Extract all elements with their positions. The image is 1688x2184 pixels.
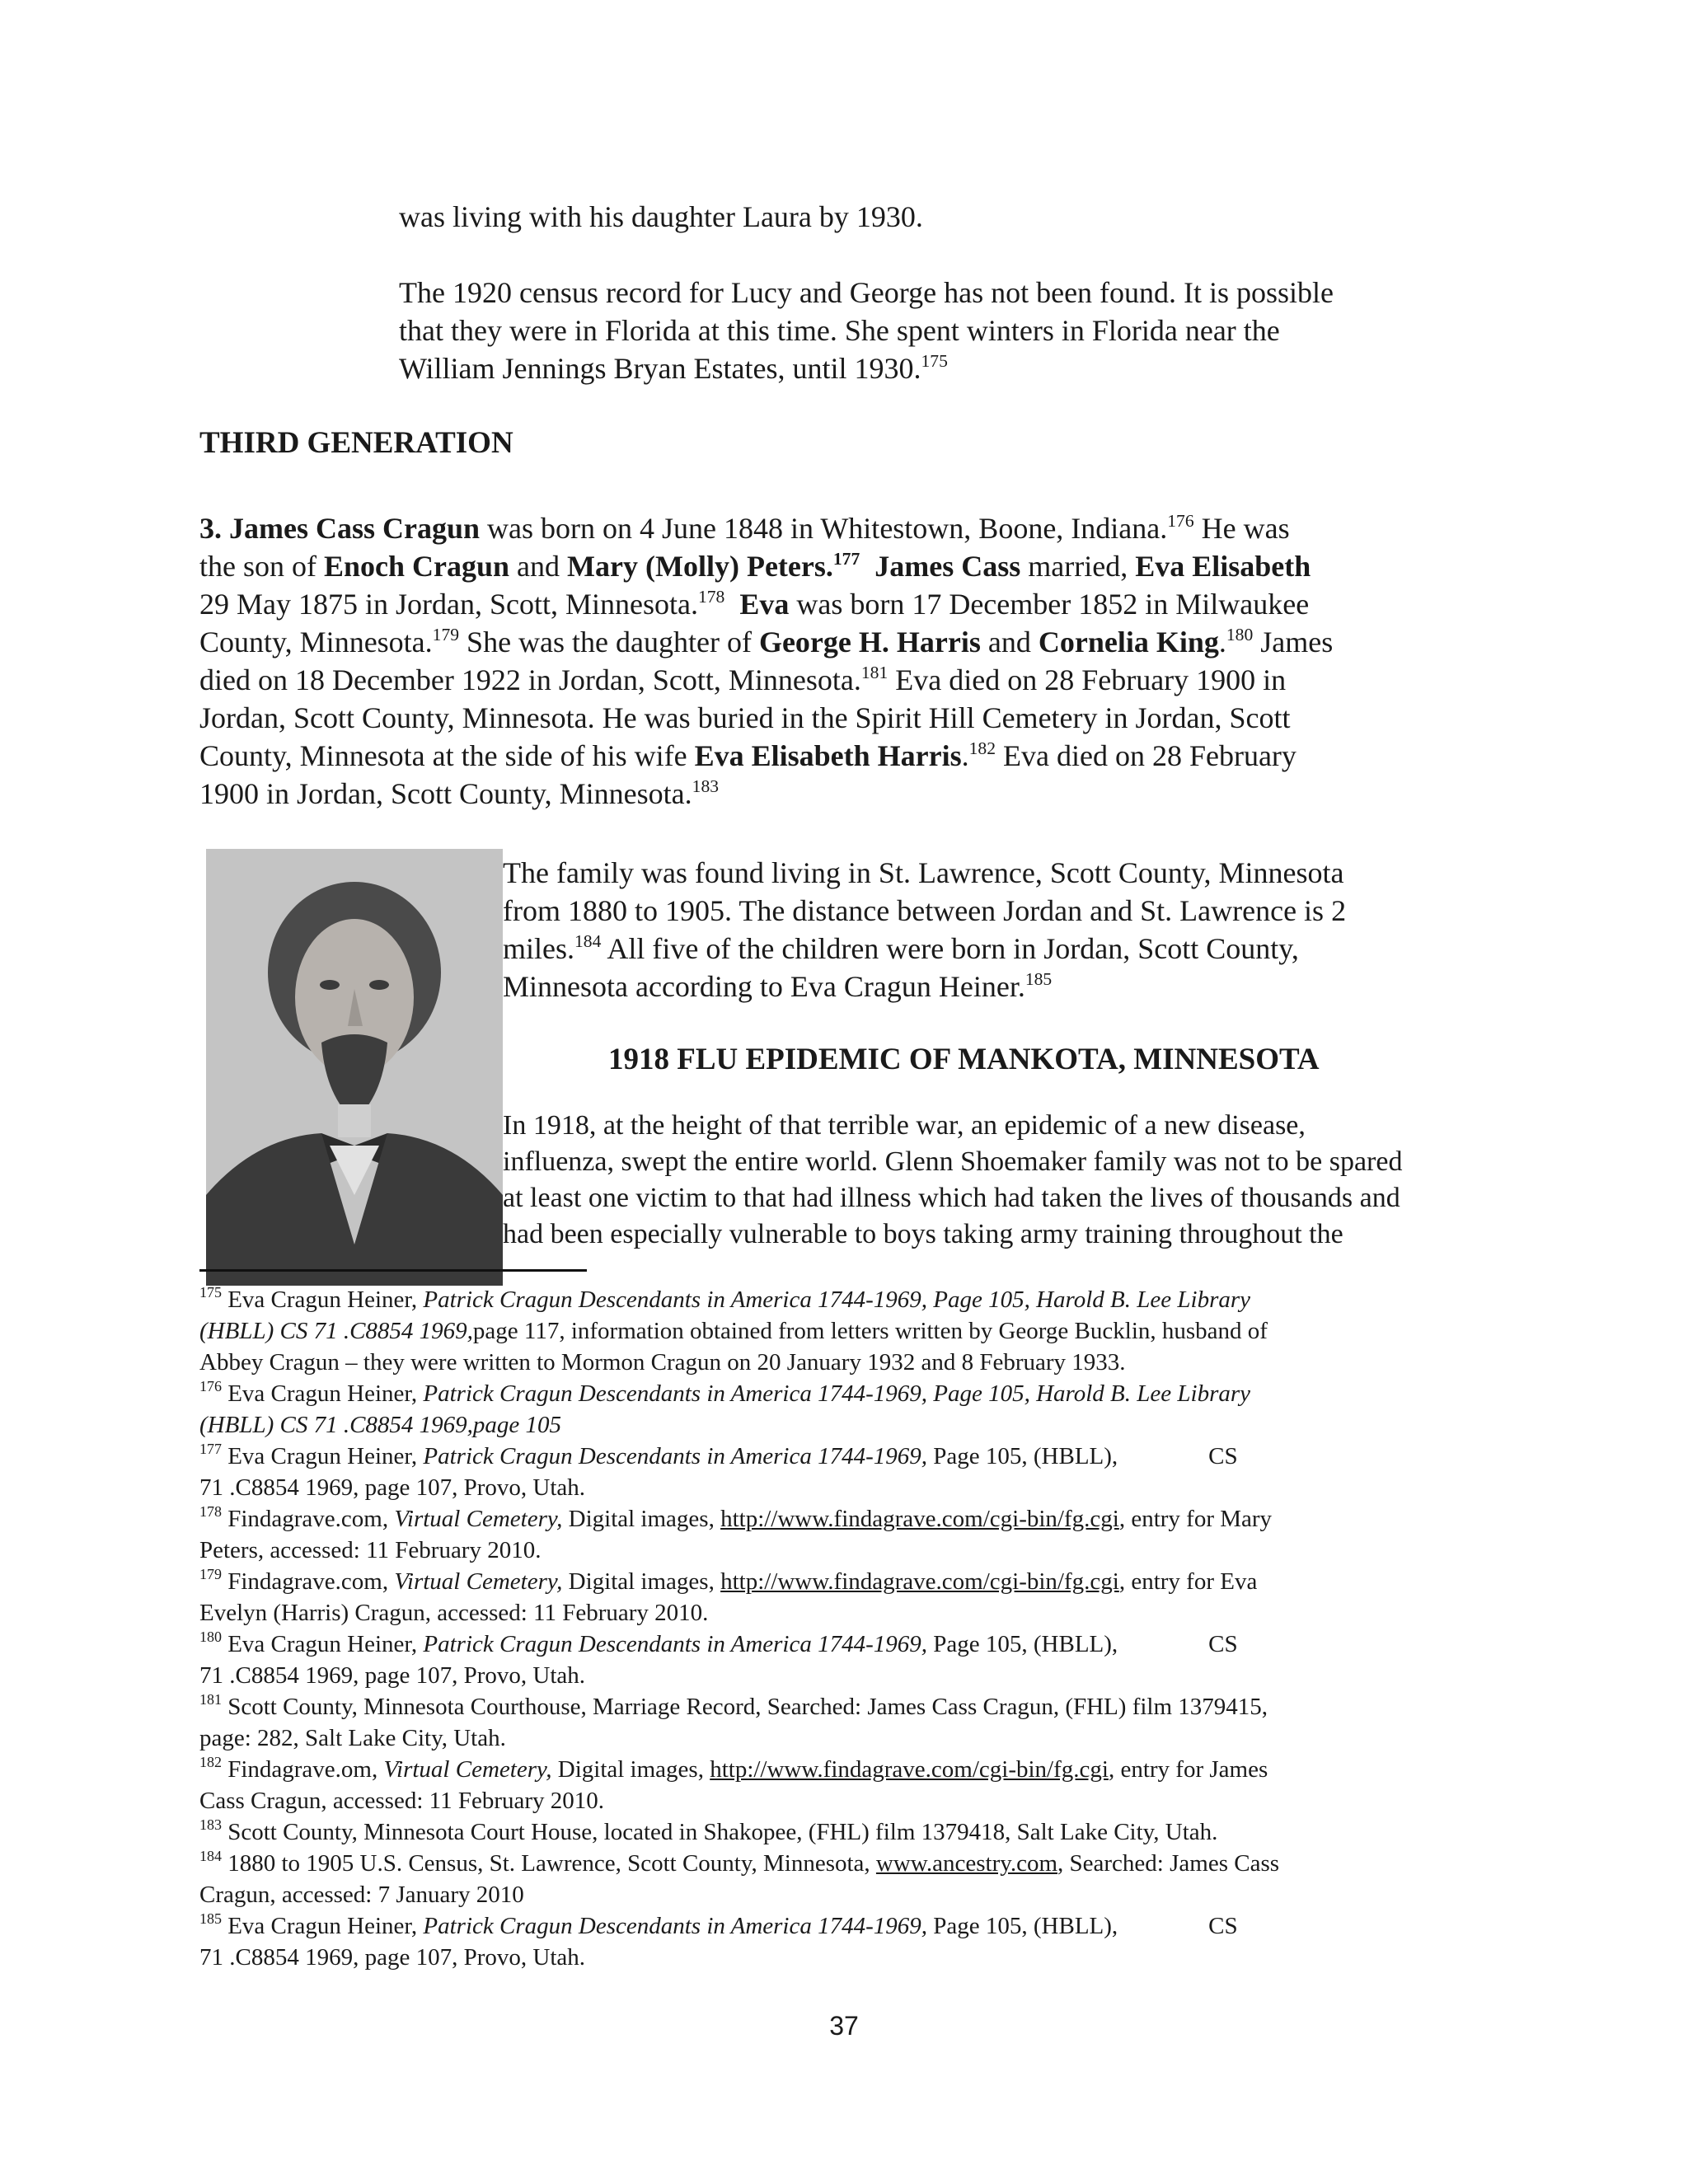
citation-title: Patrick Cragun Descendants in America 1744-1969, Page 105, Harold B. Lee Library [423,1286,1251,1313]
text: Scott County, Minnesota Courthouse, Marriage Record, Searched: James Cass Cragun, (FHL) film 1379415, [221,1694,1268,1720]
footnote-176 [199,1378,1485,1409]
text: 1880 to 1905 U.S. Census, St. Lawrence, Scott County, Minnesota, [221,1850,876,1877]
intro-line [399,349,1495,387]
footnote-ref[interactable]: 185 [1025,968,1053,989]
footnote-number: 177 [199,1441,222,1458]
paragraph-line: from 1880 to 1905. The distance between Jordan and St. Lawrence is 2 [503,894,1347,927]
text: , Searched: James Cass [1057,1850,1280,1877]
url-link[interactable]: www.ancestry.com [875,1850,1058,1877]
person-name: George H. Harris [758,626,981,658]
footnote-175 [199,1284,1485,1315]
text: married, [1020,550,1136,583]
james-paragraph [199,509,1485,813]
text: Minnesota according to Eva Cragun Heiner. [503,970,1025,1003]
intro-line: was living with his daughter Laura by 1930. [399,200,923,233]
text: . [1218,626,1226,658]
flu-heading: 1918 FLU EPIDEMIC OF MANKOTA, MINNESOTA [608,1043,1320,1076]
person-name: Enoch Cragun [323,550,510,583]
footnote-181-cont: page: 282, Salt Lake City, Utah. [199,1725,506,1751]
text: Digital images, [562,1506,721,1532]
footnote-ref[interactable]: 181 [860,662,889,682]
footnote-separator [199,1269,587,1272]
paragraph-line: Jordan, Scott County, Minnesota. He was buried in the Spirit Hill Cemetery in Jordan, Scott [199,701,1291,734]
text: was born on 4 June 1848 in Whitestown, Boone, Indiana. [480,512,1168,545]
footnote-180-cont: 71 .C8854 1969, page 107, Provo, Utah. [199,1662,585,1689]
text: CS [1208,1443,1238,1469]
citation-title: Patrick Cragun Descendants in America 1744-1969, Page 105, Harold B. Lee Library [423,1380,1251,1407]
text: , entry for James [1108,1756,1268,1783]
paragraph-line: at least one victim to that had illness which had taken the lives of thousands and [503,1183,1400,1213]
paragraph-line: had been especially vulnerable to boys taking army training throughout the [503,1219,1343,1249]
footnote-179-cont: Evelyn (Harris) Cragun, accessed: 11 February 2010. [199,1600,709,1626]
footnote-182 [199,1754,1485,1785]
text: Eva died on 28 February 1900 in [888,663,1287,696]
text [860,550,874,583]
person-name: Mary (Molly) Peters. [567,550,833,583]
footnote-number: 185 [199,1910,222,1928]
footnote-ref[interactable]: 184 [574,930,602,951]
text: She was the daughter of [459,626,759,658]
text: was born 17 December 1852 in Milwaukee [789,588,1310,621]
text: Eva died on 28 February [996,739,1296,772]
text: James [1253,626,1334,658]
footnote-ref[interactable]: 183 [692,776,720,796]
family-paragraph [503,854,1492,1005]
footnote-183 [199,1816,1485,1848]
text: Page 105, (HBLL), [927,1631,1118,1657]
text: . [961,739,969,772]
citation-title: Patrick Cragun Descendants in America 1744-1969, [423,1913,928,1939]
text: Eva Cragun Heiner, [221,1631,424,1657]
paragraph-line: In 1918, at the height of that terrible war, an epidemic of a new disease, [503,1110,1306,1141]
text: All five of the children were born in Jordan, Scott County, [601,932,1299,965]
footnote-179 [199,1566,1485,1597]
paragraph-line [199,775,1485,813]
footnote-176-cont [199,1409,1485,1441]
url-link[interactable]: http://www.findagrave.com/cgi-bin/fg.cgi [720,1568,1119,1595]
paragraph-line: The family was found living in St. Lawrence, Scott County, Minnesota [503,856,1344,889]
paragraph-line [199,623,1485,661]
paragraph-line: influenza, swept the entire world. Glenn Shoemaker family was not to be spared [503,1146,1403,1177]
footnote-177 [199,1441,1485,1472]
footnotes [199,1284,1485,1973]
footnote-number: 182 [199,1754,222,1771]
citation-title: (HBLL) CS 71 .C8854 1969, [199,1318,473,1344]
paragraph-line [503,930,1492,968]
paragraph-line [199,661,1485,699]
footnote-number: 181 [199,1691,222,1708]
text: Eva Cragun Heiner, [221,1913,424,1939]
text: Digital images, [562,1568,721,1595]
footnote-181 [199,1691,1485,1722]
paragraph-line [199,585,1485,623]
text: Findagrave.com, [221,1568,395,1595]
person-name: Eva Elisabeth [1135,550,1311,583]
footnote-182-cont: Cass Cragun, accessed: 11 February 2010. [199,1788,605,1814]
paragraph-line [199,547,1485,585]
citation-title: (HBLL) CS 71 .C8854 1969,page 105 [199,1412,562,1438]
intro-paragraph-1 [399,198,1495,236]
text: He was [1193,512,1290,545]
text: Digital images, [551,1756,710,1783]
text [724,588,739,621]
person-name: Eva Elisabeth Harris [694,739,962,772]
text: Findagrave.com, [221,1506,395,1532]
footnote-175-cont [199,1315,1485,1347]
footnote-180 [199,1629,1485,1660]
footnote-184-cont: Cragun, accessed: 7 January 2010 [199,1882,524,1908]
paragraph-line [199,509,1485,547]
text: Eva Cragun Heiner, [221,1443,424,1469]
footnote-number: 178 [199,1503,222,1521]
url-link[interactable]: http://www.findagrave.com/cgi-bin/fg.cgi [710,1756,1109,1783]
text: CS [1208,1913,1238,1939]
text: Findagrave.om, [221,1756,384,1783]
text: , entry for Eva [1118,1568,1258,1595]
person-name: James Cass [874,550,1021,583]
footnote-number: 183 [199,1816,222,1834]
footnote-number: 184 [199,1848,222,1865]
citation-title: Patrick Cragun Descendants in America 1744-1969, [423,1443,928,1469]
text: County, Minnesota. [199,626,433,658]
url-link[interactable]: http://www.findagrave.com/cgi-bin/fg.cgi [720,1506,1119,1532]
text: Page 105, (HBLL), [927,1443,1118,1469]
footnote-ref[interactable]: 179 [432,624,460,644]
text: and [980,626,1039,658]
text: page 117, information obtained from letters written by George Bucklin, husband of [472,1318,1268,1344]
footnote-185 [199,1910,1485,1942]
paragraph-line [199,737,1485,775]
text: miles. [503,932,574,965]
person-name: Cornelia King [1038,626,1219,658]
citation-title: Virtual Cemetery, [394,1506,563,1532]
footnote-number: 179 [199,1566,222,1583]
text: 29 May 1875 in Jordan, Scott, Minnesota. [199,588,698,621]
text: and [509,550,568,583]
footnote-ref[interactable]: 177 [832,548,860,569]
flu-paragraph [503,1108,1492,1253]
footnote-ref[interactable]: 178 [697,586,725,607]
portrait-photo [206,849,503,1286]
text: Scott County, Minnesota Court House, located in Shakopee, (FHL) film 1379418, Salt Lake City, Utah. [221,1819,1218,1845]
page-number: 37 [829,2011,859,2041]
footnote-177-cont: 71 .C8854 1969, page 107, Provo, Utah. [199,1474,585,1501]
text: CS [1208,1631,1238,1657]
footnote-ref[interactable]: 180 [1226,624,1254,644]
footnote-ref[interactable]: 176 [1167,510,1194,531]
citation-title: Patrick Cragun Descendants in America 1744-1969, [423,1631,928,1657]
section-heading: THIRD GENERATION [199,426,513,460]
footnote-ref[interactable]: 182 [968,738,996,758]
text: Eva Cragun Heiner, [221,1286,424,1313]
footnote-178-cont: Peters, accessed: 11 February 2010. [199,1537,542,1563]
footnote-number: 180 [199,1629,222,1646]
footnote-number: 176 [199,1378,222,1395]
text: County, Minnesota at the side of his wife [199,739,695,772]
text: Page 105, (HBLL), [927,1913,1118,1939]
footnote-185-cont: 71 .C8854 1969, page 107, Provo, Utah. [199,1944,585,1971]
footnote-number: 175 [199,1284,222,1301]
text: died on 18 December 1922 in Jordan, Scott, Minnesota. [199,663,861,696]
paragraph-line [503,968,1492,1005]
person-name: Eva [739,588,790,621]
text: 1900 in Jordan, Scott County, Minnesota. [199,777,692,810]
text: the son of [199,550,324,583]
intro-line: The 1920 census record for Lucy and George has not been found. It is possible [399,276,1334,309]
person-name: 3. James Cass Cragun [199,512,481,545]
footnote-178 [199,1503,1485,1535]
citation-title: Virtual Cemetery, [383,1756,552,1783]
footnote-184 [199,1848,1485,1879]
intro-paragraph-2 [399,274,1495,387]
intro-line: that they were in Florida at this time. She spent winters in Florida near the [399,314,1280,347]
intro-text: William Jennings Bryan Estates, until 1930. [399,352,921,385]
footnote-ref[interactable]: 175 [921,350,948,371]
text: Eva Cragun Heiner, [221,1380,424,1407]
text: , entry for Mary [1118,1506,1273,1532]
portrait-drawing [206,849,503,1286]
footnote-175-cont: Abbey Cragun – they were written to Mormon Cragun on 20 January 1932 and 8 February 1933. [199,1349,1126,1376]
citation-title: Virtual Cemetery, [394,1568,563,1595]
